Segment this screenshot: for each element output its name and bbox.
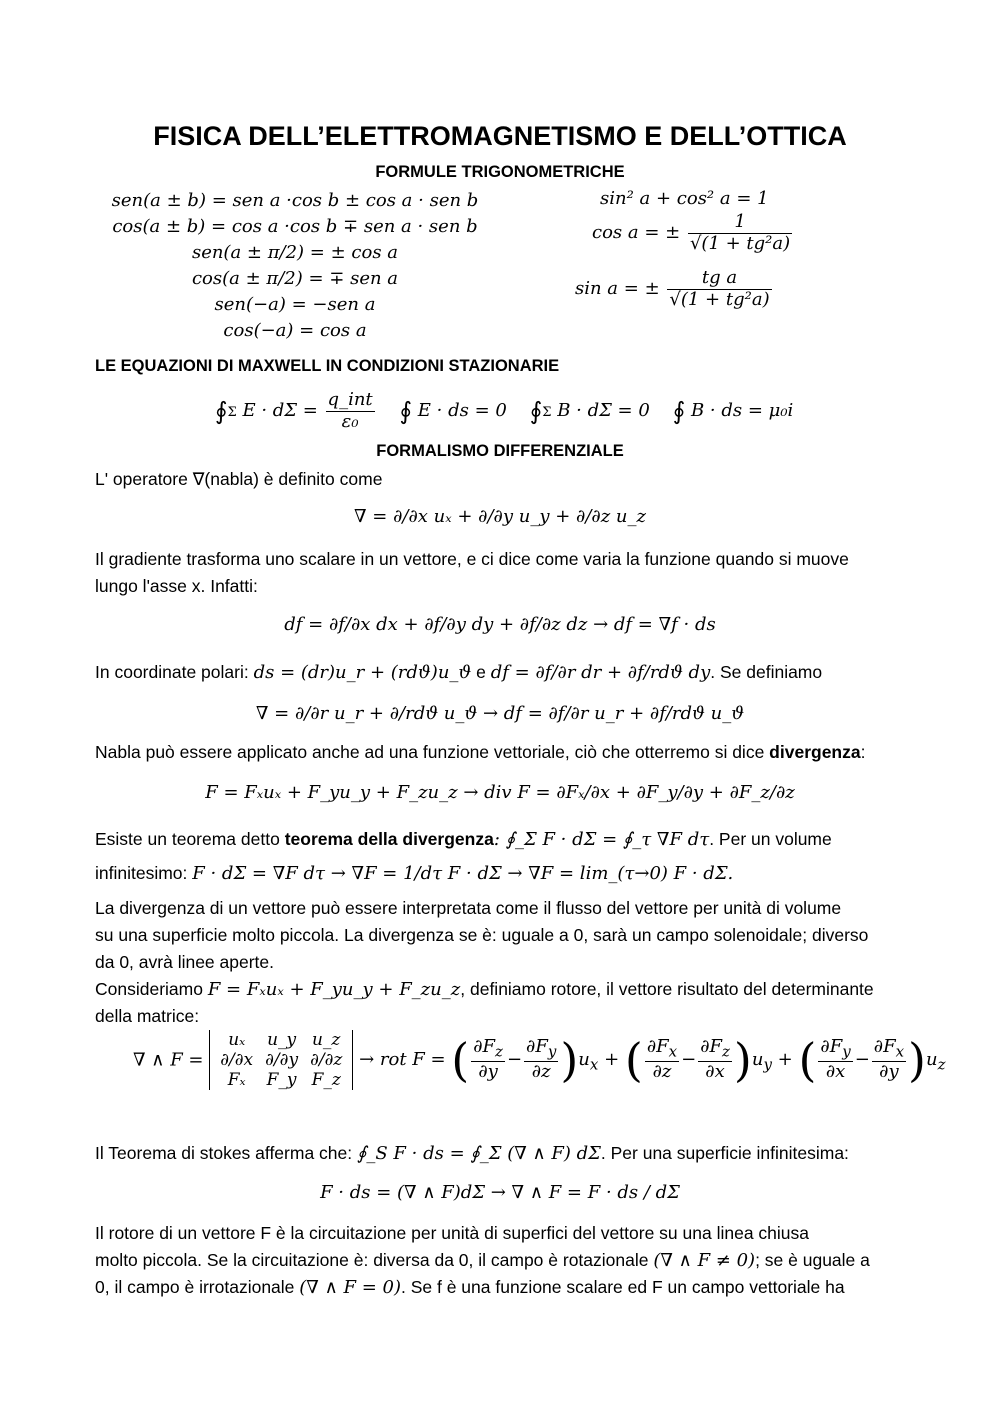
maxwell-eq1-den: ε₀ [326,411,375,433]
maxwell-eq1-lhs: E · dΣ = [242,400,318,422]
maxwell-heading: LE EQUAZIONI DI MAXWELL IN CONDIZIONI STAZIONARIE [95,357,560,375]
sin-fraction [667,268,771,310]
trig-formula-3: sen(a ± π/2) = ± cos a [191,242,399,263]
rotor-meaning-math: (∇ ∧ F ≠ 0) [653,1250,756,1271]
trig-sin-formula [575,268,774,310]
rotor-post: , definiamo rotore, il vettore risultato del determinante [460,979,874,999]
integral-sub-1: Σ [227,405,237,421]
trig-formula-1: sen(a ± b) = sen a ·cos b ± cos a · sen b [111,190,479,211]
polar-text-post: . Se definiamo [710,662,823,682]
matrix-cell: ∂/∂z [310,1050,343,1070]
infinitesimal-pre: infinitesimo: [95,863,188,883]
divergence-text-post: : [860,742,866,762]
paragraph-rotor-meaning-2 [95,1247,870,1274]
irrotational-math: (∇ ∧ F = 0) [299,1277,401,1298]
sin-den: √(1 + tg²a) [669,288,770,310]
polar-math-df: df = ∂f/∂r dr + ∂f/rdϑ dy [490,662,711,683]
contour-integral-icon: ∮ [672,397,686,426]
paragraph-polar [95,659,822,686]
rotor-pre: Consideriamo [95,979,203,999]
rotor-meaning-post: ; se è uguale a [755,1250,870,1270]
matrix-cell: ∂/∂x [220,1050,254,1070]
equation-df: df = ∂f/∂x dx + ∂f/∂y dy + ∂f/∂z dz → df = ∇f · ds [284,614,716,635]
trig-formula-2: cos(a ± b) = cos a ·cos b ∓ sen a · sen b [112,216,478,237]
div-theorem-bold: teorema della divergenza [284,829,494,849]
maxwell-eq3: B · dΣ = 0 [557,400,650,422]
paragraph-div-meaning-2: su una superficie molto piccola. La divergenza se è: uguale a 0, sarà un campo solenoidale; diverso [95,925,869,945]
matrix-cell: u_z [311,1030,341,1050]
paragraph-infinitesimal [95,860,733,887]
maxwell-eq2: E · ds = 0 [417,400,507,422]
contour-integral-icon: ∮ [399,397,413,426]
div-theorem-pre: Esiste un teorema detto [95,829,285,849]
div-theorem-math: : ∮_Σ F · dΣ = ∮_τ ∇F dτ [493,829,710,850]
paragraph-divergence [95,739,865,766]
sin-num: tg a [701,267,738,288]
paragraph-gradient-2: lungo l'asse x. Infatti: [95,576,258,596]
infinitesimal-math: F · dΣ = ∇F dτ → ∇F = 1/dτ F · dΣ → ∇F = lim_(τ→0) F · dΣ. [192,863,734,884]
rotor-matrix [209,1030,353,1090]
paragraph-gradient-1: Il gradiente trasforma uno scalare in un vettore, e ci dice come varia la funzione quando si muove [95,549,849,569]
maxwell-eq1-num: q_int [327,389,373,410]
trig-left-block [95,188,495,344]
divergence-text-pre: Nabla può essere applicato anche ad una funzione vettoriale, ciò che otterremo si dice [95,742,770,762]
cos-fraction [688,212,792,254]
matrix-cell: F_y [266,1070,297,1090]
trig-identity: sin² a + cos² a = 1 [600,188,769,209]
maxwell-eq4: B · ds = μ₀i [690,400,794,422]
matrix-cell: F_z [311,1070,341,1090]
div-theorem-post: . Per un volume [709,829,832,849]
polar-text-mid: e [476,662,486,682]
irrotational-post: . Se f è una funzione scalare ed F un campo vettoriale ha [400,1277,845,1297]
rotor-rhs: → rot F = ( $\frac{\partial F_z}{\partial y}$ − $\frac{\partial F_y}{\partial z}$ )$u_x$ + ( $\frac{\partial F_x}{\partial z}$ − $\frac{\partial F_z}{\partial x}$ )$u_y$ + ( $\frac{\partial F_y}{\partial x}$ − $\frac{\partial F_x}{\partial y}$ )$u_z$ [359,1033,946,1087]
cos-den: √(1 + tg²a) [689,232,791,254]
stokes-post: . Per una superficie infinitesima: [600,1143,849,1163]
matrix-cell: uₓ [228,1030,246,1050]
paragraph-nabla-def: L' operatore ∇(nabla) è definito come [95,469,383,489]
maxwell-eq1-fraction [326,390,375,432]
rotor-lhs: ∇ ∧ F = [133,1049,204,1071]
trig-cos-formula [592,212,794,254]
paragraph-rotor-meaning-1: Il rotore di un vettore F è la circuitazione per unità di superfici del vettore su una linea chiusa [95,1223,809,1243]
polar-text-pre: In coordinate polari: [95,662,249,682]
paragraph-rotor-2: della matrice: [95,1006,200,1026]
irrotational-pre: 0, il campo è irrotazionale [95,1277,295,1297]
matrix-cell: u_y [267,1030,297,1050]
paragraph-rotor [95,976,874,1003]
contour-integral-icon: ∮ [529,397,543,426]
paragraph-div-meaning-3: da 0, avrà linee aperte. [95,952,275,972]
matrix-cell: ∂/∂y [265,1050,299,1070]
maxwell-equations [215,390,793,432]
equation-nabla: ∇ = ∂/∂x uₓ + ∂/∂y u_y + ∂/∂z u_z [354,506,646,527]
trig-formula-5: sen(−a) = −sen a [214,294,376,315]
stokes-math: ∮_S F · ds = ∮_Σ (∇ ∧ F) dΣ [357,1143,601,1164]
document-title: FISICA DELL’ELETTROMAGNETISMO E DELL’OTTICA [153,121,847,151]
paragraph-rotor-meaning-3 [95,1274,845,1301]
contour-integral-icon: ∮ [215,397,228,426]
trig-heading: FORMULE TRIGONOMETRICHE [375,163,625,181]
cos-lhs: cos a = ± [592,222,681,244]
trig-formula-4: cos(a ± π/2) = ∓ sen a [191,268,399,289]
equation-rotor [133,1030,946,1090]
sin-lhs: sin a = ± [575,278,660,300]
paragraph-div-theorem [95,826,832,853]
rotor-math: F = Fₓuₓ + F_yu_y + F_zu_z [207,979,461,1000]
matrix-cell: Fₓ [227,1070,246,1090]
rotor-meaning-pre: molto piccola. Se la circuitazione è: diversa da 0, il campo è rotazionale [95,1250,649,1270]
equation-stokes: F · ds = (∇ ∧ F)dΣ → ∇ ∧ F = F · ds / dΣ [320,1182,680,1203]
diff-heading: FORMALISMO DIFFERENZIALE [376,442,624,460]
equation-polar: ∇ = ∂/∂r u_r + ∂/rdϑ u_ϑ → df = ∂f/∂r u_r + ∂f/rdϑ u_ϑ [255,703,745,724]
trig-formula-6: cos(−a) = cos a [223,320,367,341]
paragraph-div-meaning-1: La divergenza di un vettore può essere interpretata come il flusso del vettore per unità di volume [95,898,842,918]
polar-math-ds: ds = (dr)u_r + (rdϑ)u_ϑ [253,662,472,683]
stokes-pre: Il Teorema di stokes afferma che: [95,1143,353,1163]
integral-sub-3: Σ [542,405,552,421]
divergence-bold: divergenza [769,742,861,762]
equation-div: F = Fₓuₓ + F_yu_y + F_zu_z → div F = ∂Fₓ/∂x + ∂F_y/∂y + ∂F_z/∂z [205,782,795,803]
cos-num: 1 [734,211,746,232]
paragraph-stokes [95,1140,849,1167]
